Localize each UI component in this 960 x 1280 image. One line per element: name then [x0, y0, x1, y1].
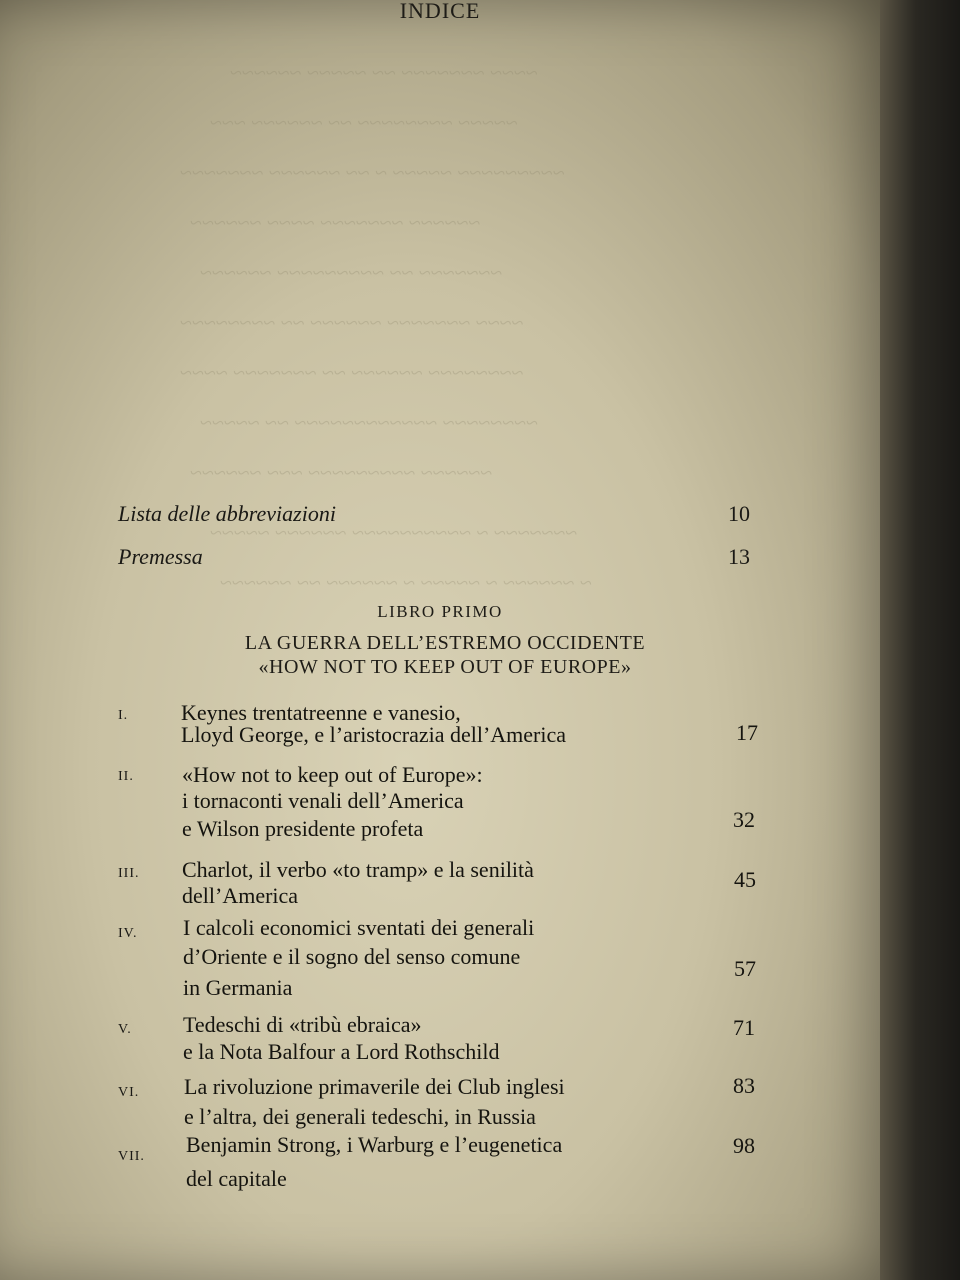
chapter-roman: I. — [118, 708, 129, 723]
front-entry-abbreviations: Lista delle abbreviazioni — [118, 501, 336, 526]
chapter-roman: III. — [118, 866, 140, 881]
chapter-title-line: i tornaconti venali dell’America — [182, 788, 464, 813]
chapter-title-line: Charlot, il verbo «to tramp» e la senilità — [182, 857, 534, 882]
part-title-line-2: «HOW NOT TO KEEP OUT OF EUROPE» — [258, 656, 632, 678]
chapter-title-line: Benjamin Strong, i Warburg e l’eugenetica — [186, 1132, 563, 1157]
chapter-title-line: Tedeschi di «tribù ebraica» — [183, 1012, 422, 1037]
part-title-line-1: LA GUERRA DELL’ESTREMO OCCIDENTE — [244, 632, 646, 654]
chapter-roman: VI. — [118, 1085, 140, 1100]
chapter-roman: IV. — [118, 926, 138, 941]
chapter-roman: II. — [118, 769, 134, 784]
chapter-title-line: e la Nota Balfour a Lord Rothschild — [183, 1039, 500, 1064]
chapter-page-number: 83 — [733, 1073, 755, 1098]
chapter-title-line: del capitale — [186, 1166, 287, 1191]
chapter-roman: VII. — [118, 1149, 145, 1164]
chapter-title-line: I calcoli economici sventati dei generali — [183, 915, 535, 940]
front-page-number: 13 — [728, 544, 750, 569]
chapter-title-line: dell’America — [182, 883, 299, 908]
bleed-through-text: ~~~~ ~~~~~~~ ~~ ~~~~~ ~~~~~~ ~~~~~ ~~~~~~~~ ~~ ~~~~~~ ~~~ ~~~~~~~~~ ~~~~~ ~ ~~ ~~~~~~ ~~~~~~~ ~~~~~~ ~~~~~~~ ~~~~ ~~~~~~ ~~~~~~~ ~~ ~~~~~~~~~ ~~~~~~ ~~~~ ~~~~~~~ ~~~~~~ ~~ ~~~~~~~~ ~~~~~~~~ ~~~~~~ ~~ ~~~~~~~ ~~~~ ~~~~~~~~ ~~~~~~~~~~~~ ~~ ~~~~~ ~~~~~~ ~~~~~~~~~ ~~~ ~~~~~~ ~~~~~~~ ~ ~~~~~~~~~~ ~~~~~~ ~~~~~ ~ ~~~~~~ ~ ~~~~~ ~ ~~~~~~ ~~ ~~~~~~ — [180, 60, 592, 595]
chapter-title-line: Keynes trentatreenne e vanesio, — [181, 700, 461, 725]
chapter-page-number: 45 — [734, 867, 756, 892]
chapter-title-line: d’Oriente e il sogno del senso comune — [183, 944, 521, 969]
chapter-page-number: 57 — [734, 956, 756, 981]
book-label: LIBRO PRIMO — [377, 602, 503, 621]
chapter-title-line: e l’altra, dei generali tedeschi, in Russia — [184, 1104, 536, 1129]
chapter-roman: V. — [118, 1022, 132, 1037]
chapter-title-line: La rivoluzione primaverile dei Club inglesi — [184, 1074, 565, 1099]
chapter-title-line: e Wilson presidente profeta — [182, 816, 424, 841]
chapter-page-number: 32 — [733, 807, 755, 832]
chapter-title-line: in Germania — [183, 975, 293, 1000]
chapter-page-number: 71 — [733, 1015, 755, 1040]
front-page-number: 10 — [728, 501, 750, 526]
page-edge-shadow — [880, 0, 960, 1280]
front-entry-premessa: Premessa — [118, 544, 203, 569]
page-title: INDICE — [399, 0, 481, 23]
chapter-page-number: 17 — [736, 720, 758, 745]
chapter-page-number: 98 — [733, 1133, 755, 1158]
chapter-title-line: Lloyd George, e l’aristocrazia dell’America — [181, 722, 567, 747]
chapter-title-line: «How not to keep out of Europe»: — [182, 762, 483, 787]
